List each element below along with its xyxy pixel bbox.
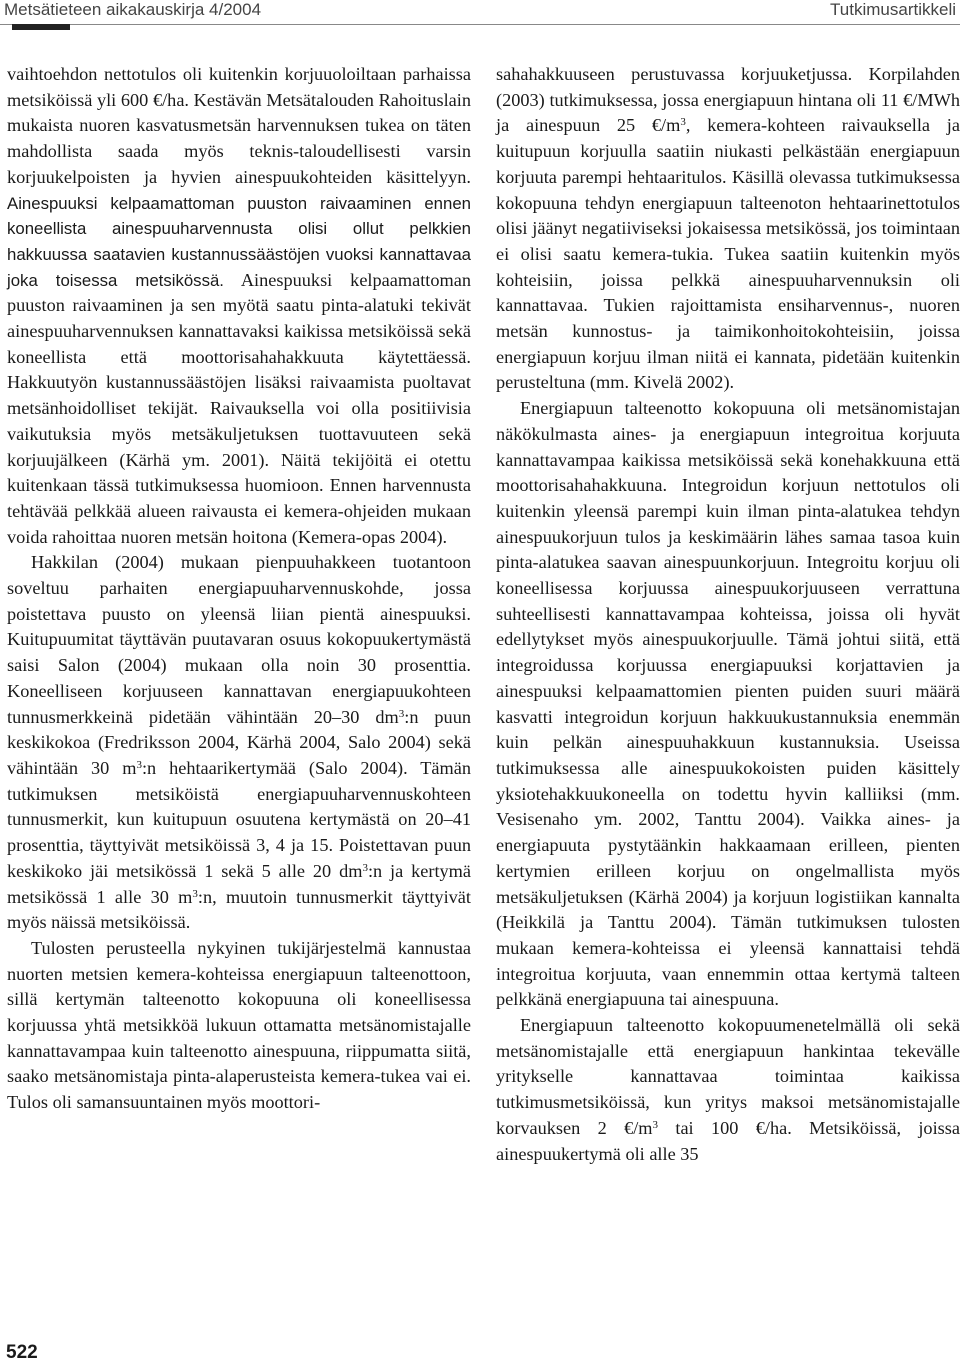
text-run: :n ja kertymä metsikössä 1 alle 30 m [7, 860, 471, 907]
text-run: Hakkilan (2004) mukaan pienpuuhakkeen tuotantoon soveltuu parhaiten energiapuuharvennuskohde, jossa poistettava puusto on yleensä liian pientä ainespuuksi. Kuitupuumitat täyttävän puutavaran osuus kokopuukertymästä saisi Salon (2004) mukaan olla noin 30 prosenttia. Koneelliseen korjuuseen kannattavan energiapuukohteen tunnusmerkkeinä pidetään vähintään 20–30 dm [7, 552, 471, 727]
right-column [496, 62, 960, 1167]
article-type: Tutkimusartikkeli [830, 0, 956, 19]
left-column [7, 62, 471, 1116]
page-header [0, 0, 960, 34]
superscript: 3 [136, 758, 142, 771]
text-run: Tulosten perusteella nykyinen tukijärjestelmä kannustaa nuorten metsien kemera-kohteissa energiapuun talteenottoon, sillä kertymän talteenotto kokopuuna oli koneellisessa korjuussa yhtä metsikköä lukuun ottamatta metsänomistajalle kannattavampaa kuin talteenotto ainespuuna, riippumatta siitä, saako metsänomistaja pinta-alaperusteista kemera-tukea vai ei. Tulos oli samansuuntainen myös moottori- [7, 937, 471, 1113]
journal-title: Metsätieteen aikakauskirja 4/2004 [4, 0, 262, 19]
text-run: vaihtoehdon nettotulos oli kuitenkin korjuuoloiltaan parhaissa metsiköissä yli 600 €/ha. Kestävän Metsätalouden Rahoituslain mukaista nuoren kasvatusmetsän harvennuksen tukea on täten mahdollista saada myös teknis-taloudellisesti varsin korjuukelpoisten ja hyvien ainespuukohteiden käsittelyyn. [7, 64, 471, 187]
text-run: :n, muutoin tunnusmerkit täyttyivät myös näissä metsiköissä. [7, 886, 471, 933]
paragraph [496, 396, 960, 1013]
paragraph [7, 62, 471, 550]
paragraph [7, 936, 471, 1116]
text-run: sahahakkuuseen perustuvassa korjuuketjussa. Korpilahden (2003) tutkimuksessa, jossa energiapuun hintana oli 11 €/MWh ja ainespuun 25 €/m [496, 64, 960, 136]
header-rule [0, 24, 960, 25]
text-run: Energiapuun talteenotto kokopuuna oli metsänomistajan näkökulmasta aines- ja energiapuun integroitua korjuuta kannattavampaa kaikissa metsiköissä sekä konehakkuuna että moottorisahahakkuuna. Integroidun korjuun nettotulos oli kuitenkin yleensä parempi kuin ilman pinta-alatukea tehdyn ainespuukorjuun tulos ja keskimäärin lähes samaa tasoa kuin pinta-alatukea saavan ainespuunkorjuun. Integroitu korjuu oli koneellisessa korjuussa ainespuukorjuuseen verrattuna suhteellisesti kannattavampaa kohteissa, joissa oli hyvät edellytykset myös ainespuukorjuulle. Tämä johtui siitä, että integroidussa korjuussa energiapuuksi korjattavien ja ainespuuksi kelpaamattomien pienten puiden suuri määrä kasvatti integroidun korjuun hakkuukustannuksia enemmän kuin pelkän ainespuuhakkuun kustannuksia. Useissa tutkimuksessa alle ainespuukokoisten puiden käsittely yksiotehakkuukoneella on todettu hyvin kalliiksi (mm. Vesisenaho ym. 2002, Tanttu 2004). Vaikka aines- ja energiapuuta pystytäänkin hakkaamaan erilleen, pienten kertymien erilleen korjuu on ongelmallista myös metsäkuljetuksen (Kärhä 2004) ja korjuun logistiikan kannalta (Heikkilä ja Tanttu 2004). Tämän tutkimuksen tulosten mukaan kemera-kohteissa ei yleensä kannattaisi tehdä integroitua korjuuta, vaan ennemmin ottaa kertymä talteen pelkkänä energiapuuna tai ainespuuna. [496, 398, 960, 1010]
paragraph [496, 62, 960, 396]
paragraph [7, 550, 471, 936]
text-run: , kemera-kohteen raivauksella ja kuitupuun korjuulla saatiin niukasti pelkästään energiapuun korjuuta parempi hehtaaritulos. Käsillä olevassa tutkimuksessa kokopuuna tehdyn energiapuun talteenoton hehtaarinettotulos olisi jäänyt negatiiviseksi jokaisessa metsikössä, jos toimintaan ei olisi saatu kemera-tukia. Tukea saatiin kuitenkin myös kohteisiin, joissa pelkkä ainespuuharvennuksin oli kannattavaa. Tukien rajoittamista ensiharvennus-, nuoren metsän kunnostus- ja taimikonhoitokohteisiin, joissa energiapuun korjuu ilman niitä ei kannata, pidetään kuitenkin perusteltuna (mm. Kivelä 2002). [496, 115, 960, 393]
page-number: 522 [6, 1342, 38, 1363]
text-run: Ainespuuksi kelpaamattoman puuston raivaaminen ja sen myötä saatu pinta-alatuki tekivät ainespuuharvennuksen kannattavaksi kaikissa metsiköissä sekä koneellista että moottorisahahakkuuta käytettäessä. Hakkuutyön kustannussäästöjen lisäksi raivaamista puoltavat metsänhoidolliset tekijät. Raivauksella voi olla positiivisia vaikutuksia myös metsäkuljetuksen tuottavuuteen sekä korjuujälkeen (Kärhä ym. 2001). Näitä tekijöitä ei otettu kuitenkaan tässä tutkimuksessa huomioon. Ennen harvennusta tehtävää pelkkää alueen raivausta ei kemera-ohjeiden mukaan voida rahoittaa nuoren metsän hoitona (Kemera-opas 2004). [7, 269, 471, 547]
text-run: :n hehtaarikertymää (Salo 2004). Tämän tutkimuksen metsiköistä energiapuuharvennuskohteen tunnusmerkit, kun kuitupuun osuutena kertymästä on 20–41 prosenttia, täyttyivät metsiköissä 3, 4 ja 15. Poistettavan puun keskikoko jäi metsikössä 1 sekä 5 alle 20 dm [7, 757, 471, 881]
paragraph [496, 1013, 960, 1167]
superscript: 3 [680, 116, 686, 129]
superscript: 3 [192, 887, 198, 900]
superscript: 3 [652, 1118, 659, 1131]
text-run-sans: Ainespuuksi kelpaamattoman puuston raivaaminen ennen koneellista ainespuuharvennusta olisi ollut pelkkien hakkuussa saatavien kustannussäästöjen vuoksi kannattavaa joka toisessa metsikössä. [7, 193, 471, 290]
superscript: 3 [362, 861, 368, 874]
text-run: Energiapuun talteenotto kokopuumenetelmällä oli sekä metsänomistajalle että energiapuun hankintaa tekevälle yritykselle kannattavaa toimintaa kaikissa tutkimusmetsiköissä, kun yritys maksoi metsänomistajalle korvauksen 2 €/m [496, 1015, 960, 1138]
text-run: :n puun keskikokoa (Fredriksson 2004, Kärhä 2004, Salo 2004) sekä vähintään 30 m [7, 706, 471, 778]
text-run: tai 100 €/ha. Metsiköissä, joissa ainespuukertymä oli alle 35 [496, 1117, 960, 1164]
superscript: 3 [398, 707, 405, 720]
header-accent-bar [12, 24, 70, 30]
